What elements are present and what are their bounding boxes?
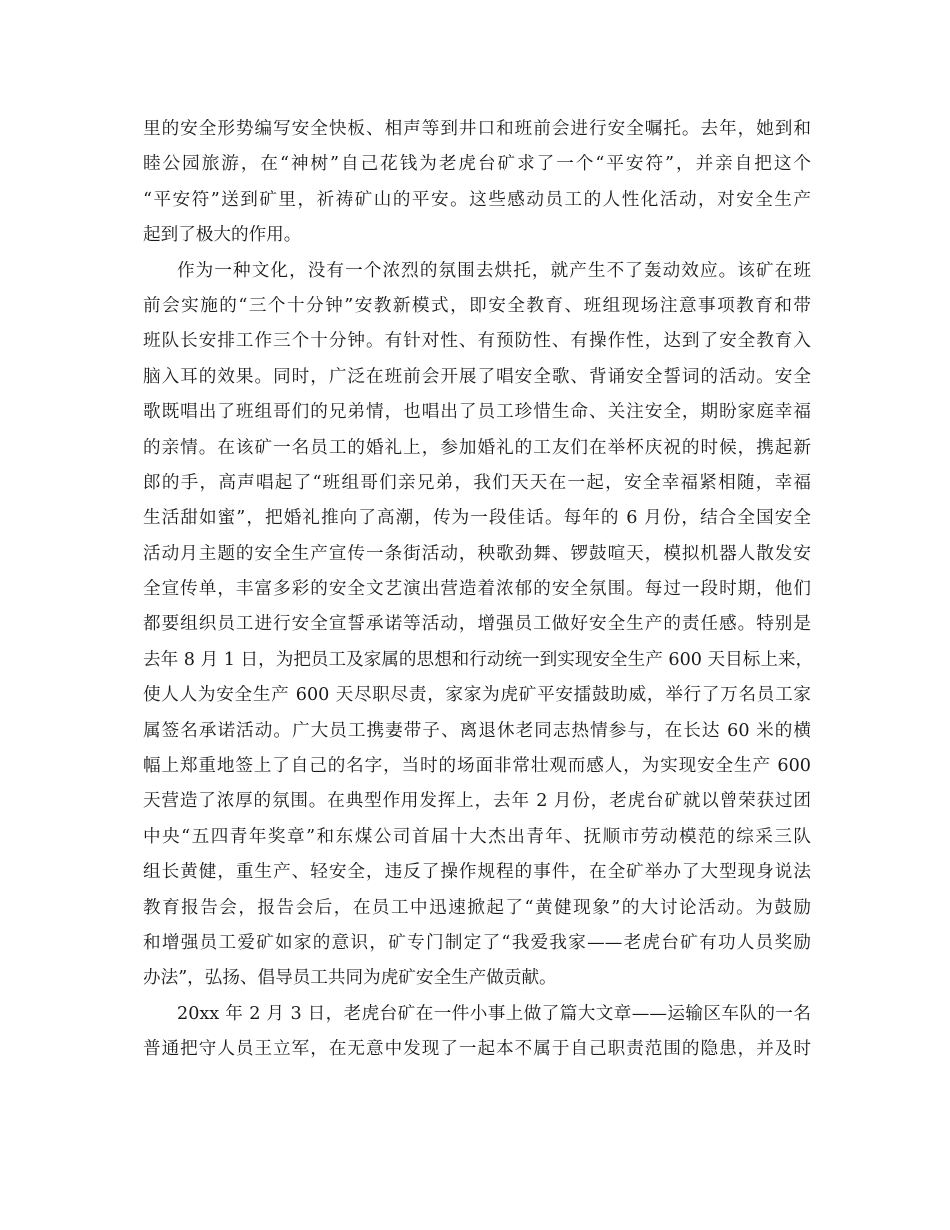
paragraph xyxy=(143,997,811,1068)
text-line: 生活甜如蜜”，把婚礼推向了高潮，传为一段佳话。每年的 6 月份，结合全国安全 xyxy=(143,508,811,529)
text-line: 组长黄健，重生产、轻安全，违反了操作规程的事件，在全矿举办了大型现身说法 xyxy=(143,862,811,883)
text-line: 使人人为安全生产 600 天尽职尽责，家家为虎矿平安擂鼓助威，举行了万名员工家 xyxy=(143,685,811,706)
text-line: 起到了极大的作用。 xyxy=(143,225,302,246)
text-line: 幅上郑重地签上了自己的名字，当时的场面非常壮观而感人，为实现安全生产 600 xyxy=(143,756,811,777)
paragraph xyxy=(143,254,814,997)
text-line: 活动月主题的安全生产宣传一条街活动，秧歌劲舞、锣鼓喧天，模拟机器人散发安 xyxy=(143,543,811,564)
text-line: 天营造了浓厚的氛围。在典型作用发挥上，去年 2 月份，老虎台矿就以曾荣获过团 xyxy=(143,791,811,812)
paragraph xyxy=(143,112,811,254)
text-line: 郎的手，高声唱起了“班组哥们亲兄弟，我们天天在一起，安全幸福紧相随，幸福 xyxy=(143,472,811,493)
text-line: 中央“五四青年奖章”和东煤公司首届十大杰出青年、抚顺市劳动模范的综采三队 xyxy=(143,826,811,847)
text-line: 脑入耳的效果。同时，广泛在班前会开展了唱安全歌、背诵安全誓词的活动。安全 xyxy=(143,366,811,387)
text-line: 前会实施的“三个十分钟”安教新模式，即安全教育、班组现场注意事项教育和带 xyxy=(143,295,811,316)
text-line: 睦公园旅游，在“神树”自己花钱为老虎台矿求了一个“平安符”，并亲自把这个 xyxy=(143,154,811,175)
text-line: 办法”，弘扬、倡导员工共同为虎矿安全生产做贡献。 xyxy=(143,968,557,989)
text-line: 歌既唱出了班组哥们的兄弟情，也唱出了员工珍惜生命、关注安全，期盼家庭幸福 xyxy=(143,402,811,423)
text-line: 和增强员工爱矿如家的意识，矿专门制定了“我爱我家——老虎台矿有功人员奖励 xyxy=(143,932,811,953)
text-line: 里的安全形势编写安全快板、相声等到井口和班前会进行安全嘱托。去年，她到和 xyxy=(143,119,811,139)
text-line: 去年 8 月 1 日，为把员工及家属的思想和行动统一到实现安全生产 600 天目标上来， xyxy=(143,649,814,670)
text-line: 的亲情。在该矿一名员工的婚礼上，参加婚礼的工友们在举杯庆祝的时候，携起新 xyxy=(143,437,811,458)
text-line: 班队长安排工作三个十分钟。有针对性、有预防性、有操作性，达到了安全教育入 xyxy=(143,331,811,352)
text-line: 20xx 年 2 月 3 日，老虎台矿在一件小事上做了篇大文章——运输区车队的一名 xyxy=(177,1003,811,1024)
text-line: 普通把守人员王立军，在无意中发现了一起本不属于自己职责范围的隐患，并及时 xyxy=(143,1039,811,1060)
text-line: 都要组织员工进行安全宣誓承诺等活动，增强员工做好安全生产的责任感。特别是 xyxy=(143,614,811,635)
text-line: 作为一种文化，没有一个浓烈的氛围去烘托，就产生不了轰动效应。该矿在班 xyxy=(177,260,811,281)
text-line: 全宣传单，丰富多彩的安全文艺演出营造着浓郁的安全氛围。每过一段时期，他们 xyxy=(143,579,811,600)
document-body xyxy=(143,112,814,1068)
text-line: “平安符”送到矿里，祈祷矿山的平安。这些感动员工的人性化活动，对安全生产 xyxy=(143,189,811,210)
text-line: 属签名承诺活动。广大员工携妻带子、离退休老同志热情参与，在长达 60 米的横 xyxy=(143,720,811,741)
text-line: 教育报告会，报告会后，在员工中迅速掀起了“黄健现象”的大讨论活动。为鼓励 xyxy=(143,897,811,918)
